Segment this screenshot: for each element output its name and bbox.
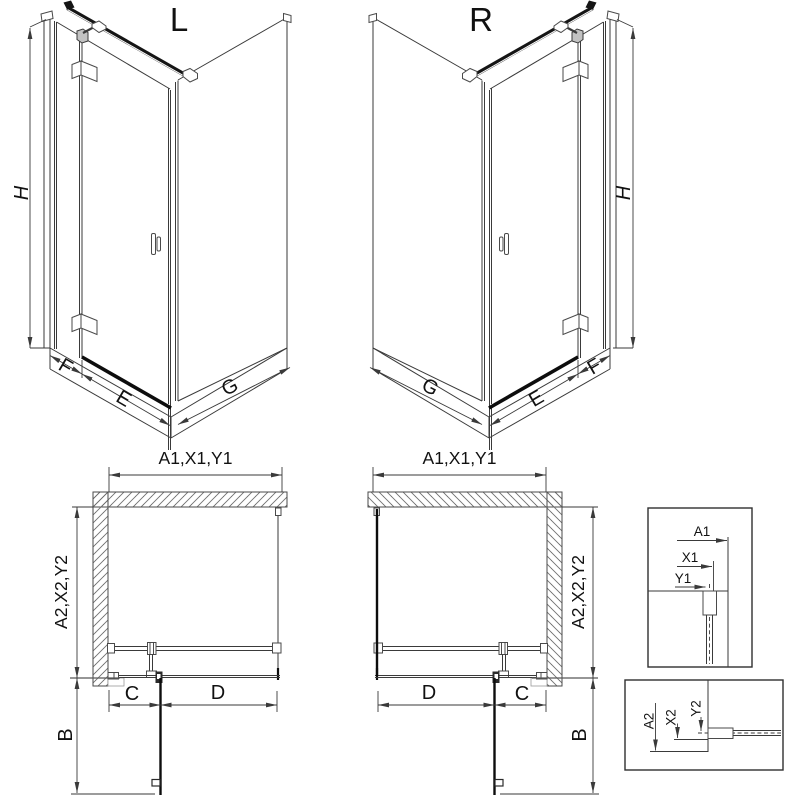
dim-label-fixed-right: F bbox=[583, 354, 606, 380]
plan-right-segment-d-label: D bbox=[421, 682, 437, 704]
detail-a1-label: A1 bbox=[693, 524, 711, 539]
plan-view-left bbox=[70, 467, 287, 795]
dim-label-fixed-left: F bbox=[54, 354, 77, 380]
dim-label-side-right: G bbox=[418, 374, 443, 401]
detail-box-width bbox=[648, 508, 752, 667]
dim-label-door-right: E bbox=[525, 385, 548, 412]
dim-label-height-left: H bbox=[11, 185, 33, 201]
detail-box-depth bbox=[625, 680, 783, 770]
detail-y2-label: Y2 bbox=[688, 700, 704, 717]
detail-y1-label: Y1 bbox=[674, 571, 692, 586]
dim-label-door-left: E bbox=[112, 385, 135, 412]
plan-right-swing-label: B bbox=[569, 728, 591, 742]
plan-view-right bbox=[368, 467, 562, 795]
iso-view-right bbox=[369, 1, 619, 451]
iso-view-left bbox=[30, 1, 291, 451]
plan-left-depth-label: A2,X2,Y2 bbox=[51, 555, 72, 629]
plan-left-width-label: A1,X1,Y1 bbox=[158, 448, 233, 468]
dim-label-side-left: G bbox=[217, 374, 242, 401]
detail-a2-label: A2 bbox=[641, 712, 657, 730]
iso-left-label: L bbox=[169, 1, 189, 38]
plan-right-depth-label: A2,X2,Y2 bbox=[568, 555, 589, 629]
detail-x1-label: X1 bbox=[681, 550, 699, 565]
iso-right-label: R bbox=[469, 1, 493, 38]
plan-left-swing-label: B bbox=[55, 728, 77, 742]
plan-left-segment-d-label: D bbox=[210, 682, 226, 704]
plan-left-segment-c-label: C bbox=[124, 683, 140, 705]
detail-x2-label: X2 bbox=[663, 709, 679, 726]
plan-right-width-label: A1,X1,Y1 bbox=[422, 448, 497, 468]
plan-right-segment-c-label: C bbox=[514, 683, 530, 705]
dim-label-height-right: H bbox=[613, 185, 635, 201]
